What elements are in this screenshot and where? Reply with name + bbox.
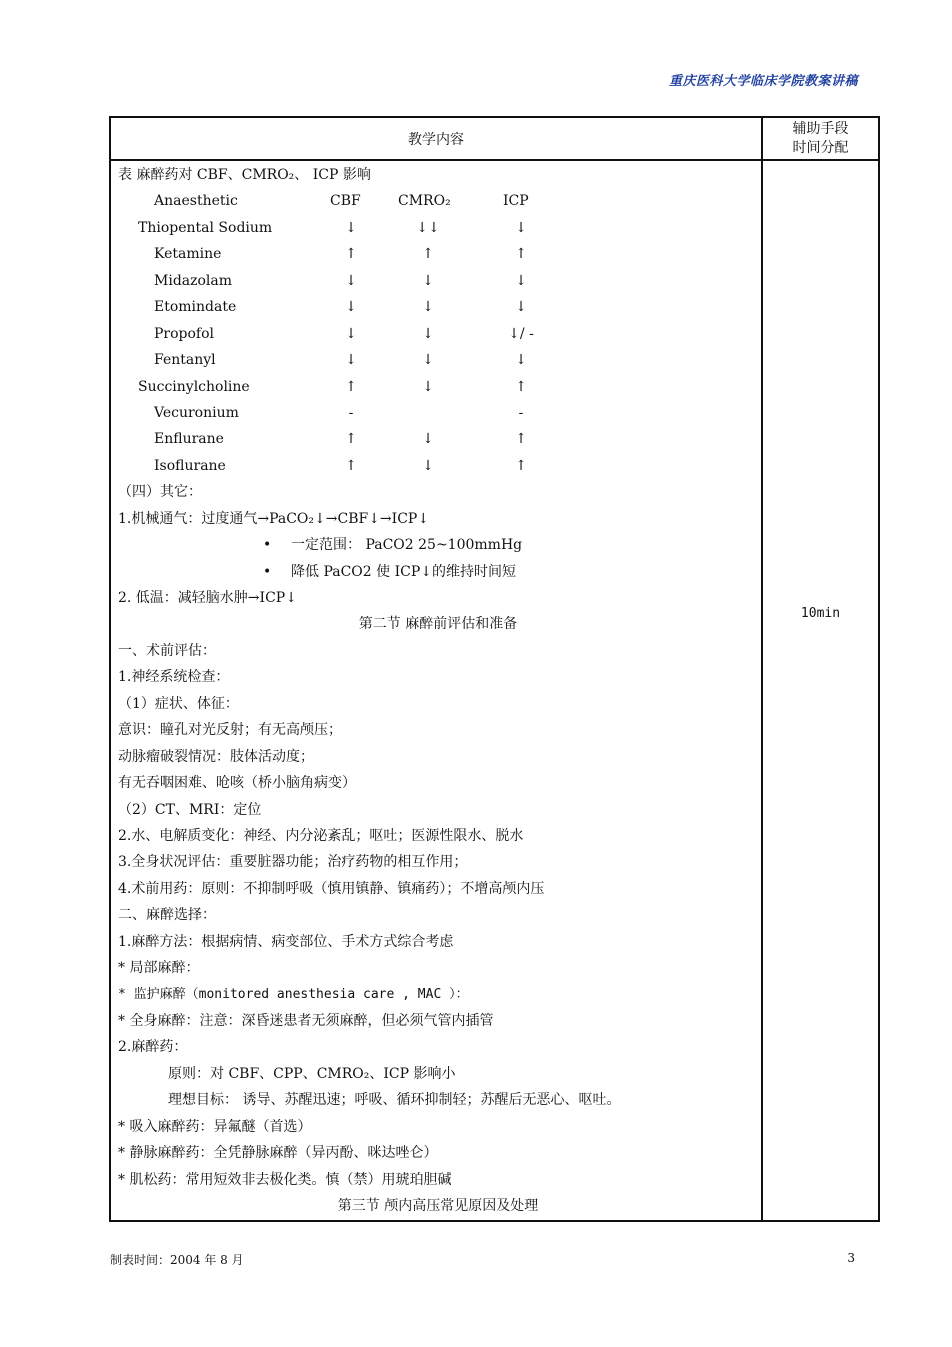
text-line: * 吸入麻醉药：异氟醚（首选） xyxy=(118,1118,312,1135)
drug-cbf: ↓ xyxy=(345,272,357,289)
text-line: 3.全身状况评估：重要脏器功能；治疗药物的相互作用； xyxy=(118,854,468,871)
text-line: 1.麻醉方法：根据病情、病变部位、手术方式综合考虑 xyxy=(118,933,454,950)
text-line: 动脉瘤破裂情况：肢体活动度； xyxy=(118,748,314,765)
text-line: 意识：瞳孔对光反射；有无高颅压； xyxy=(118,722,342,739)
drug-name: Isoflurane xyxy=(154,457,226,474)
item-hypothermia: 2. 低温：减轻脑水肿→ICP↓ xyxy=(118,590,297,606)
drug-cmro: ↓ xyxy=(422,325,434,342)
text-line: * 静脉麻醉药：全凭静脉麻醉（异丙酚、咪达唑仑） xyxy=(118,1145,438,1162)
drug-table-rows xyxy=(118,215,758,479)
text-line: 4.术前用药：原则：不抑制呼吸（慎用镇静、镇痛药）；不增高颅内压 xyxy=(118,880,545,897)
drug-cbf: ↓ xyxy=(345,325,357,342)
drug-icp: ↑ xyxy=(515,246,527,263)
drug-name: Thiopental Sodium xyxy=(138,219,273,236)
column-divider xyxy=(761,118,763,1220)
drug-cbf: ↑ xyxy=(345,431,357,448)
text-line: 一、术前评估： xyxy=(118,642,216,659)
text-line: （1）症状、体征： xyxy=(118,695,239,712)
bullet-range xyxy=(118,532,758,558)
table-row xyxy=(118,374,758,400)
table-row xyxy=(118,268,758,294)
drug-table-caption: 表 麻醉药对 CBF、CMRO₂、 ICP 影响 xyxy=(118,167,371,183)
drug-header-icp: ICP xyxy=(503,193,529,210)
drug-table-header-row xyxy=(118,188,758,214)
drug-cbf: ↓ xyxy=(345,352,357,369)
drug-cmro: ↓ xyxy=(422,299,434,316)
drug-cbf: ↓ xyxy=(345,299,357,316)
drug-cmro: ↓ xyxy=(422,352,434,369)
text-line: 1.神经系统检查： xyxy=(118,669,230,686)
table-row xyxy=(118,215,758,241)
section-other: （四）其它： xyxy=(118,484,202,501)
drug-name: Midazolam xyxy=(154,272,233,289)
drug-header-cmro: CMRO₂ xyxy=(398,193,451,210)
table-row xyxy=(118,321,758,347)
bullet-icon: • xyxy=(263,537,272,554)
drug-icp: ↓ xyxy=(515,352,527,369)
table-row xyxy=(118,347,758,373)
drug-cbf: ↑ xyxy=(345,457,357,474)
bullet-duration xyxy=(118,559,758,585)
drug-icp: ↑ xyxy=(515,431,527,448)
drug-icp: ↓ xyxy=(515,219,527,236)
drug-header-name: Anaesthetic xyxy=(154,193,238,210)
drug-header-cbf: CBF xyxy=(330,193,361,210)
drug-name: Fentanyl xyxy=(154,352,216,369)
header-divider xyxy=(111,159,878,161)
text-line: * 监护麻醉（monitored anesthesia care , MAC ）： xyxy=(118,986,469,1002)
drug-cmro: ↑ xyxy=(422,246,434,263)
drug-cmro: ↓ xyxy=(422,431,434,448)
drug-cbf: ↑ xyxy=(345,378,357,395)
text-line: （2）CT、MRI：定位 xyxy=(118,801,262,818)
page-number: 3 xyxy=(847,1251,855,1265)
text-line: 2.水、电解质变化：神经、内分泌紊乱；呕吐；医源性限水、脱水 xyxy=(118,827,524,844)
text-line: 2.麻醉药： xyxy=(118,1039,188,1056)
drug-icp: ↓ xyxy=(515,272,527,289)
table-row xyxy=(118,453,758,479)
text-line: 二、麻醉选择： xyxy=(118,907,216,924)
drug-icp: ↑ xyxy=(515,378,527,395)
table-row xyxy=(118,241,758,267)
bullet-text: 一定范围： PaCO2 25~100mmHg xyxy=(291,537,523,554)
footer-made-time: 制表时间：2004 年 8 月 xyxy=(110,1253,244,1267)
drug-cmro: ↓ xyxy=(422,378,434,395)
drug-cbf: ↓ xyxy=(345,219,357,236)
text-line: 原则：对 CBF、CPP、CMRO₂、ICP 影响小 xyxy=(168,1065,456,1082)
drug-cmro: ↓ xyxy=(422,272,434,289)
drug-name: Succinylcholine xyxy=(138,378,250,395)
table-row xyxy=(118,400,758,426)
text-line: 理想目标： 诱导、苏醒迅速；呼吸、循环抑制轻；苏醒后无恶心、呕吐。 xyxy=(168,1092,621,1109)
content-column-header: 教学内容 xyxy=(408,131,464,148)
aux-label-1: 辅助手段 xyxy=(792,120,849,137)
drug-icp: ↑ xyxy=(515,457,527,474)
text-line: * 局部麻醉： xyxy=(118,960,200,977)
drug-cbf: ↑ xyxy=(345,246,357,263)
time-allocation: 10min xyxy=(800,606,841,621)
table-row xyxy=(118,426,758,452)
teaching-content xyxy=(118,162,758,1220)
table-row xyxy=(118,294,758,320)
section-heading-2: 第二节 麻醉前评估和准备 xyxy=(358,616,518,633)
item-ventilation: 1.机械通气：过度通气→PaCO₂↓→CBF↓→ICP↓ xyxy=(118,510,430,527)
text-line: * 全身麻醉：注意：深昏迷患者无须麻醉，但必须气管内插管 xyxy=(118,1013,494,1029)
drug-icp: ↓/ - xyxy=(508,325,534,342)
text-line: * 肌松药：常用短效非去极化类。慎（禁）用琥珀胆碱 xyxy=(118,1171,452,1188)
section-heading-3: 第三节 颅内高压常见原因及处理 xyxy=(337,1198,539,1215)
document-header-title: 重庆医科大学临床学院教案讲稿 xyxy=(668,74,858,89)
aux-label-2: 时间分配 xyxy=(792,139,849,156)
bullet-icon: • xyxy=(263,563,272,580)
drug-name: Propofol xyxy=(154,325,215,342)
drug-icp: ↓ xyxy=(515,299,527,316)
drug-icp: - xyxy=(518,404,524,421)
bullet-text: 降低 PaCO2 使 ICP↓的维持时间短 xyxy=(291,563,516,580)
drug-cmro: ↓ xyxy=(422,457,434,474)
drug-name: Ketamine xyxy=(154,246,222,263)
drug-cmro: ↓↓ xyxy=(416,219,440,236)
drug-name: Vecuronium xyxy=(154,404,239,421)
drug-name: Enflurane xyxy=(154,431,224,448)
text-line: 有无吞咽困难、呛咳（桥小脑角病变） xyxy=(118,775,356,792)
lesson-plan-table xyxy=(109,116,880,1222)
aux-column-header xyxy=(763,118,878,159)
drug-name: Etomindate xyxy=(154,299,237,316)
drug-cbf: - xyxy=(348,404,354,421)
